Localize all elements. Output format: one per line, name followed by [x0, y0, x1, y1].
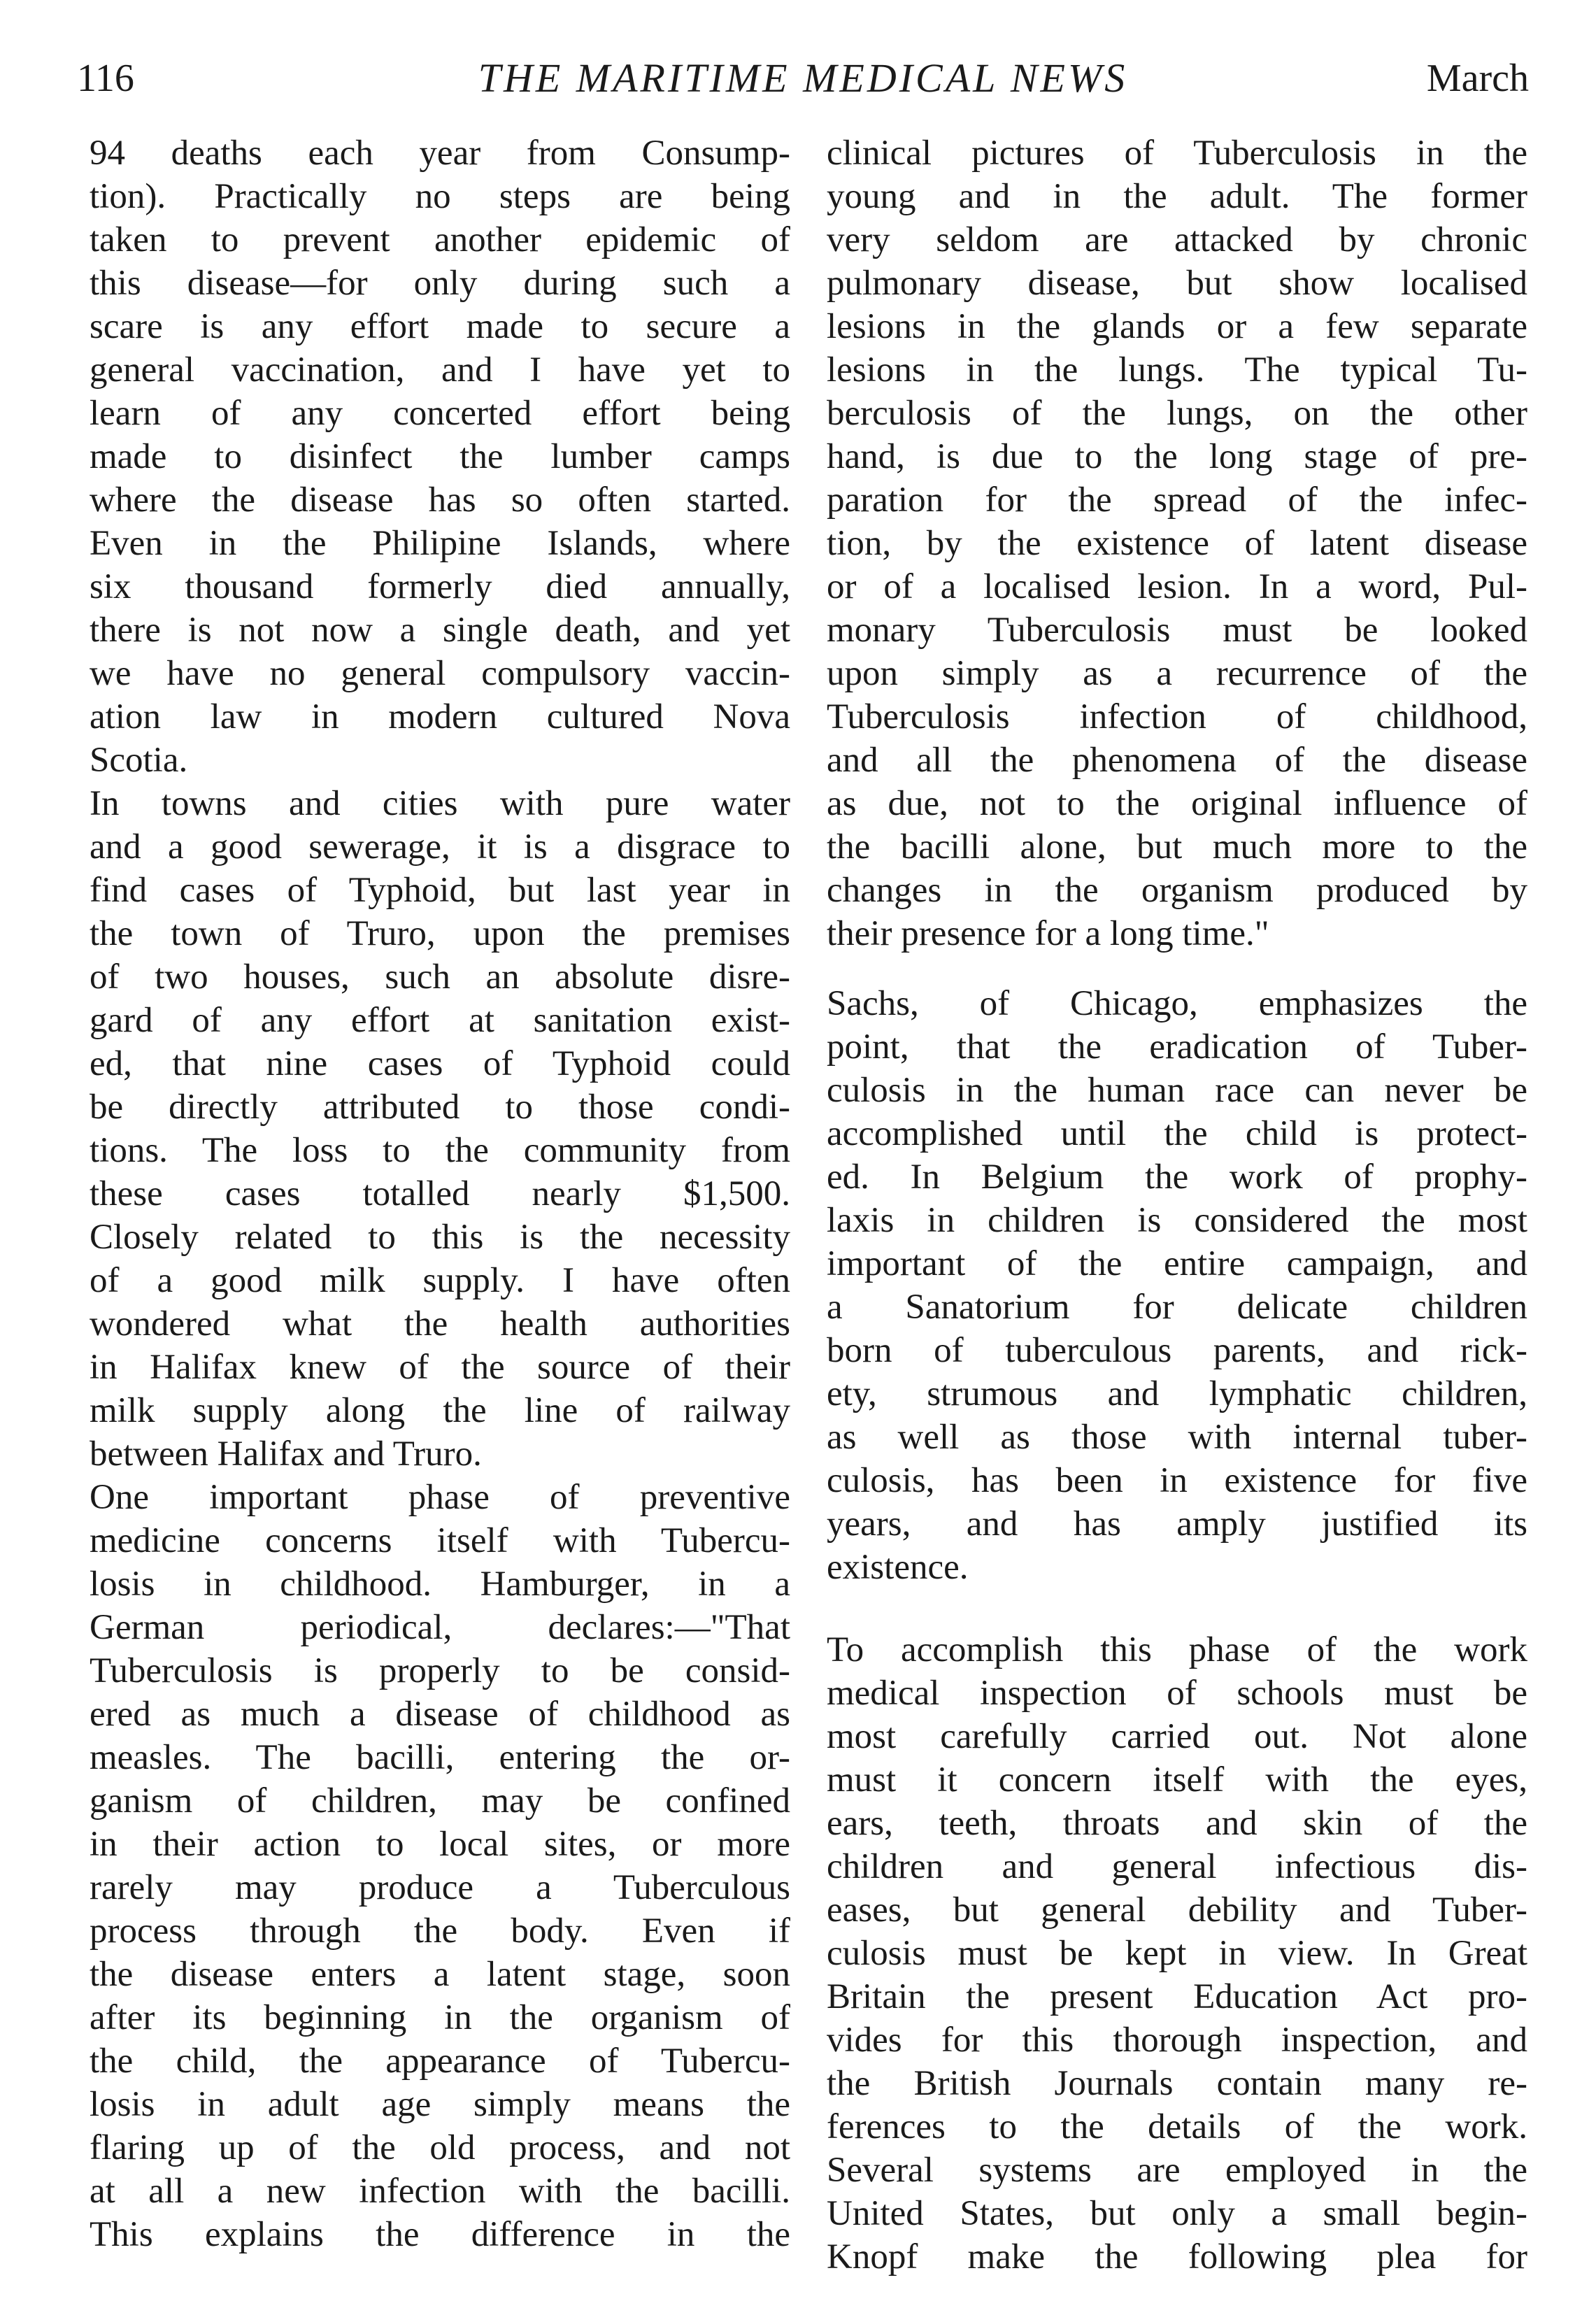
text-line: general vaccination, and I have yet to — [90, 350, 790, 390]
text-line: hand, is due to the long stage of pre- — [827, 437, 1527, 476]
text-line: existence. — [827, 1548, 969, 1587]
text-line: clinical pictures of Tuberculosis in the — [827, 134, 1527, 173]
text-line: ed. In Belgium the work of prophy- — [827, 1157, 1527, 1197]
journal-title: THE MARITIME MEDICAL NEWS — [478, 55, 1128, 101]
text-line: ferences to the details of the work. — [827, 2107, 1527, 2146]
text-line: the child, the appearance of Tubercu- — [90, 2042, 790, 2081]
text-line: and a good sewerage, it is a disgrace to — [90, 827, 790, 867]
text-line: rarely may produce a Tuberculous — [90, 1868, 790, 1907]
text-line: in Halifax knew of the source of their — [90, 1348, 790, 1387]
text-line: point, that the eradication of Tuber- — [827, 1027, 1527, 1067]
text-line: as due, not to the original influence of — [827, 784, 1527, 823]
text-line: medicine concerns itself with Tubercu- — [90, 1521, 790, 1560]
text-line: young and in the adult. The former — [827, 177, 1527, 216]
text-line: as well as those with internal tuber- — [827, 1418, 1527, 1457]
text-line: tion, by the existence of latent disease — [827, 524, 1527, 563]
text-line: tions. The loss to the community from — [90, 1131, 790, 1170]
text-line: upon simply as a recurrence of the — [827, 654, 1527, 693]
text-line: of a good milk supply. I have often — [90, 1261, 790, 1300]
text-line: of two houses, such an absolute disre- — [90, 957, 790, 997]
text-line: we have no general compulsory vaccin- — [90, 654, 790, 693]
text-line: the town of Truro, upon the premises — [90, 914, 790, 953]
text-line: made to disinfect the lumber camps — [90, 437, 790, 476]
text-line: born of tuberculous parents, and rick- — [827, 1331, 1527, 1370]
text-line: German periodical, declares:—"That — [90, 1608, 790, 1647]
text-line: flaring up of the old process, and not — [90, 2128, 790, 2167]
text-line: their presence for a long time." — [827, 914, 1269, 953]
text-line: after its beginning in the organism of — [90, 1998, 790, 2037]
text-line: pulmonary disease, but show localised — [827, 264, 1527, 303]
text-line: 94 deaths each year from Consump- — [90, 134, 790, 173]
text-line: scare is any effort made to secure a — [90, 307, 790, 346]
paragraph-gap — [827, 1589, 1527, 1628]
text-line: wondered what the health authorities — [90, 1304, 790, 1344]
text-line: process through the body. Even if — [90, 1911, 790, 1951]
text-line: culosis in the human race can never be — [827, 1071, 1527, 1110]
text-line: there is not now a single death, and yet — [90, 611, 790, 650]
text-line: must it concern itself with the eyes, — [827, 1760, 1527, 1800]
text-line: find cases of Typhoid, but last year in — [90, 871, 790, 910]
issue-month: March — [1426, 57, 1529, 100]
text-line: ganism of children, may be confined — [90, 1781, 790, 1821]
text-line: ears, teeth, throats and skin of the — [827, 1804, 1527, 1843]
text-line: monary Tuberculosis must be looked — [827, 611, 1527, 650]
text-line: the bacilli alone, but much more to the — [827, 827, 1527, 867]
text-line: Knopf make the following plea for — [827, 2237, 1527, 2277]
text-line: Even in the Philipine Islands, where — [90, 524, 790, 563]
text-line: measles. The bacilli, entering the or- — [90, 1738, 790, 1777]
text-line: at all a new infection with the bacilli. — [90, 2172, 790, 2211]
text-line: ation law in modern cultured Nova — [90, 697, 790, 736]
text-line: In towns and cities with pure water — [90, 784, 790, 823]
text-line: ety, strumous and lymphatic children, — [827, 1374, 1527, 1413]
text-line: eases, but general debility and Tuber- — [827, 1890, 1527, 1930]
text-line: in their action to local sites, or more — [90, 1825, 790, 1864]
text-line: taken to prevent another epidemic of — [90, 220, 790, 259]
text-line: losis in adult age simply means the — [90, 2085, 790, 2124]
text-line: This explains the difference in the — [90, 2215, 790, 2254]
text-line: very seldom are attacked by chronic — [827, 220, 1527, 259]
text-line: laxis in children is considered the most — [827, 1201, 1527, 1240]
text-line: changes in the organism produced by — [827, 871, 1527, 910]
left-column — [90, 131, 790, 2256]
text-line: learn of any concerted effort being — [90, 394, 790, 433]
text-line: One important phase of preventive — [90, 1478, 790, 1517]
text-line: and all the phenomena of the disease — [827, 741, 1527, 780]
text-line: or of a localised lesion. In a word, Pul- — [827, 567, 1527, 606]
text-line: Tuberculosis infection of childhood, — [827, 697, 1527, 736]
text-line: the disease enters a latent stage, soon — [90, 1955, 790, 1994]
text-line: losis in childhood. Hamburger, in a — [90, 1565, 790, 1604]
text-line: the British Journals contain many re- — [827, 2064, 1527, 2103]
text-line: these cases totalled nearly $1,500. — [90, 1174, 790, 1213]
text-line: Closely related to this is the necessity — [90, 1218, 790, 1257]
text-line: ed, that nine cases of Typhoid could — [90, 1044, 790, 1083]
text-line: important of the entire campaign, and — [827, 1244, 1527, 1283]
text-line: Britain the present Education Act pro- — [827, 1977, 1527, 2016]
text-line: most carefully carried out. Not alone — [827, 1717, 1527, 1756]
text-line: be directly attributed to those condi- — [90, 1088, 790, 1127]
paragraph-gap — [827, 955, 1527, 982]
text-line: tion). Practically no steps are being — [90, 177, 790, 216]
text-line: lesions in the glands or a few separate — [827, 307, 1527, 346]
text-line: culosis must be kept in view. In Great — [827, 1934, 1527, 1973]
text-line: milk supply along the line of railway — [90, 1391, 790, 1430]
text-line: six thousand formerly died annually, — [90, 567, 790, 606]
text-line: To accomplish this phase of the work — [827, 1630, 1527, 1669]
text-line: Sachs, of Chicago, emphasizes the — [827, 984, 1527, 1023]
text-line: Scotia. — [90, 741, 188, 780]
text-line: United States, but only a small begin- — [827, 2194, 1527, 2233]
text-line: gard of any effort at sanitation exist- — [90, 1001, 790, 1040]
text-line: this disease—for only during such a — [90, 264, 790, 303]
running-head — [77, 50, 1529, 106]
text-line: vides for this thorough inspection, and — [827, 2021, 1527, 2060]
text-line: medical inspection of schools must be — [827, 1674, 1527, 1713]
text-line: ered as much a disease of childhood as — [90, 1695, 790, 1734]
text-line: culosis, has been in existence for five — [827, 1461, 1527, 1500]
text-line: berculosis of the lungs, on the other — [827, 394, 1527, 433]
text-line: a Sanatorium for delicate children — [827, 1288, 1527, 1327]
text-line: lesions in the lungs. The typical Tu- — [827, 350, 1527, 390]
text-line: years, and has amply justified its — [827, 1504, 1527, 1544]
text-line: where the disease has so often started. — [90, 480, 790, 520]
text-line: between Halifax and Truro. — [90, 1434, 482, 1474]
text-line: Tuberculosis is properly to be consid- — [90, 1651, 790, 1690]
text-line: accomplished until the child is protect- — [827, 1114, 1527, 1153]
right-column — [827, 131, 1527, 2279]
text-line: children and general infectious dis- — [827, 1847, 1527, 1886]
text-line: Several systems are employed in the — [827, 2151, 1527, 2190]
page-number: 116 — [77, 57, 134, 100]
text-line: paration for the spread of the infec- — [827, 480, 1527, 520]
